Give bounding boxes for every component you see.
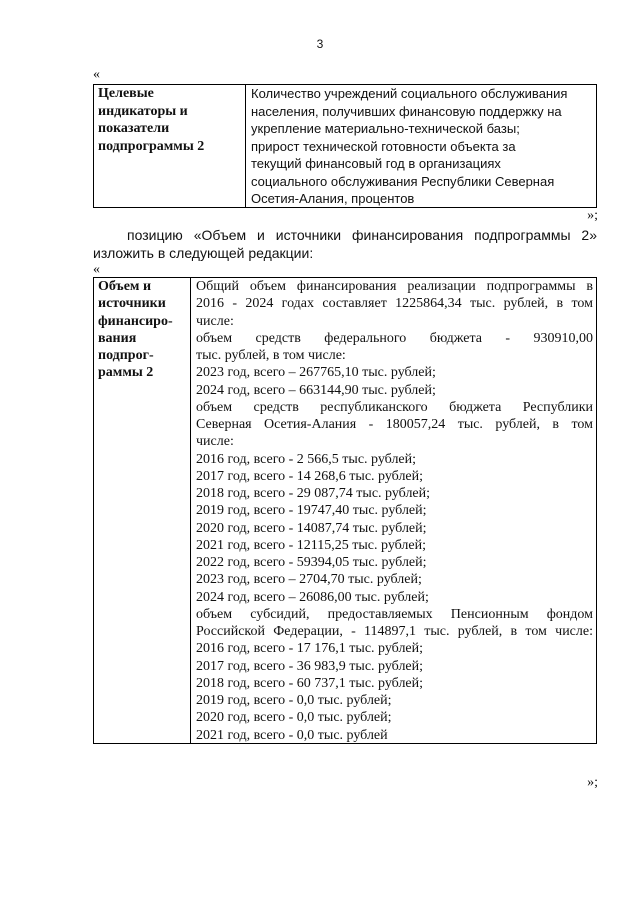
text-line: Количество учреждений социального обслуживания [251, 86, 568, 101]
text-line: текущий финансовый год в организациях [251, 156, 501, 171]
opening-quote-mark: « [93, 262, 100, 277]
text-line: Северная Осетия-Алания - 180057,24 тыс. рублей, в том [196, 417, 593, 432]
indicators-value-cell [246, 85, 596, 207]
text-line: 2019 год, всего - 19747,40 тыс. рублей; [196, 503, 427, 519]
opening-quote-mark: « [93, 67, 100, 82]
text-line: 2021 год, всего - 12115,25 тыс. рублей; [196, 537, 427, 553]
label-line: подпрог- [98, 348, 154, 363]
text-line: 2018 год, всего - 60 737,1 тыс. рублей; [196, 675, 424, 691]
label-line: Целевые [98, 86, 154, 101]
label-line: индикаторы и [98, 103, 188, 119]
paragraph-line: позицию «Объем и источники финансирования подпрограммы 2» [127, 227, 597, 243]
text-line: 2023 год, всего – 267765,10 тыс. рублей; [196, 365, 436, 381]
text-line: Российской Федерации, - 114897,1 тыс. рублей, в том числе: [196, 624, 593, 639]
financing-table [93, 277, 597, 744]
indicators-label-cell [94, 85, 246, 207]
text-line: числе: [196, 434, 234, 450]
text-line: 2018 год, всего - 29 087,74 тыс. рублей; [196, 486, 431, 501]
label-line: раммы 2 [98, 365, 154, 381]
paragraph-line: изложить в следующей редакции: [93, 245, 314, 261]
indicators-table [93, 84, 597, 208]
financing-value-cell [191, 278, 596, 743]
page-number: 3 [316, 37, 324, 51]
text-line: социального обслуживания Республики Северная [251, 173, 555, 189]
text-line: 2016 год, всего - 2 566,5 тыс. рублей; [196, 451, 417, 467]
text-line: Осетия-Алания, процентов [251, 191, 415, 206]
text-line: 2024 год, всего – 663144,90 тыс. рублей; [196, 382, 436, 398]
text-line: тыс. рублей, в том числе: [196, 348, 346, 363]
text-line: Общий объем финансирования реализации подпрограммы в [196, 279, 593, 294]
text-line: 2019 год, всего - 0,0 тыс. рублей; [196, 693, 392, 708]
text-line: 2024 год, всего – 26086,00 тыс. рублей; [196, 589, 429, 605]
text-line: 2023 год, всего – 2704,70 тыс. рублей; [196, 572, 422, 588]
text-line: 2017 год, всего - 36 983,9 тыс. рублей; [196, 658, 424, 674]
text-line: объем средств федерального бюджета - 930910,00 [196, 330, 593, 346]
instruction-paragraph [93, 226, 597, 262]
closing-quote-mark: »; [587, 208, 598, 223]
financing-label-cell [94, 278, 191, 743]
label-line: финансиро- [98, 313, 173, 329]
text-line: 2020 год, всего - 14087,74 тыс. рублей; [196, 520, 427, 536]
text-line: прирост технической готовности объекта за [251, 138, 516, 154]
label-line: источники [98, 296, 166, 312]
text-line: 2022 год, всего - 59394,05 тыс. рублей; [196, 555, 427, 570]
text-line: укрепление материально-технической базы; [251, 121, 520, 136]
text-line: объем субсидий, предоставляемых Пенсионным фондом [196, 606, 593, 622]
text-line: 2017 год, всего - 14 268,6 тыс. рублей; [196, 468, 424, 484]
label-line: подпрограммы 2 [98, 138, 205, 154]
label-line: вания [98, 330, 137, 346]
closing-quote-mark: »; [587, 775, 598, 790]
text-line: 2021 год, всего - 0,0 тыс. рублей [196, 727, 388, 743]
label-line: показатели [98, 121, 170, 136]
text-line: 2016 - 2024 годах составляет 1225864,34 тыс. рублей, в том [196, 296, 593, 312]
text-line: 2020 год, всего - 0,0 тыс. рублей; [196, 710, 392, 726]
text-line: объем средств республиканского бюджета Республики [196, 399, 593, 415]
text-line: числе: [196, 313, 234, 329]
label-line: Объем и [98, 279, 152, 294]
text-line: 2016 год, всего - 17 176,1 тыс. рублей; [196, 641, 424, 657]
text-line: населения, получивших финансовую поддержку на [251, 103, 562, 119]
